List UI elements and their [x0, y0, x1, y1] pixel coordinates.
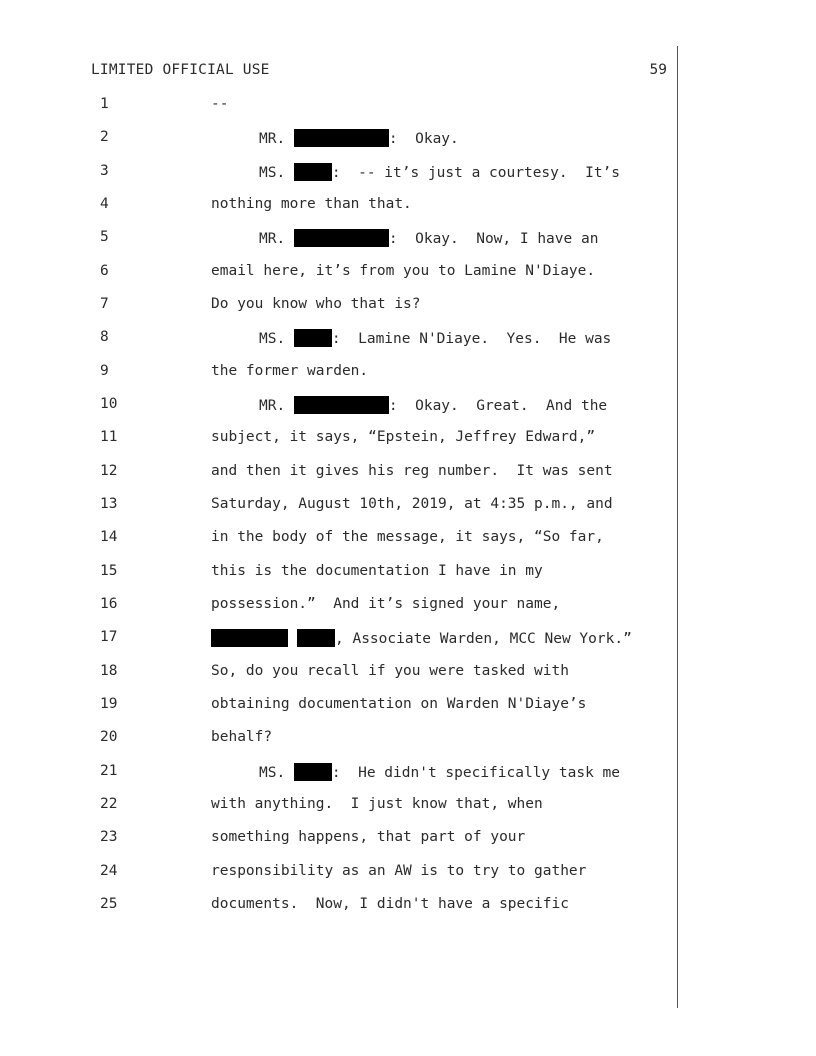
line-text: the former warden. [211, 363, 369, 379]
speaker-prefix: MR. [259, 398, 294, 414]
line-number: 4 [100, 196, 109, 212]
line-number: 15 [100, 563, 118, 579]
line-number: 25 [100, 896, 118, 912]
redaction-box [297, 629, 335, 647]
line-number: 17 [100, 629, 118, 645]
speaker-prefix: MR. [259, 231, 294, 247]
line-text [259, 763, 620, 781]
line-number: 14 [100, 529, 118, 545]
transcript-line [0, 663, 700, 683]
transcript-line [0, 263, 700, 283]
line-remainder: : Okay. [388, 131, 459, 147]
line-text: So, do you recall if you were tasked with [211, 663, 569, 679]
line-remainder: , Associate Warden, MCC New York.” [335, 631, 632, 647]
line-number: 9 [100, 363, 109, 379]
transcript-line [0, 129, 700, 149]
line-remainder: : Lamine N'Diaye. Yes. He was [331, 331, 612, 347]
speaker-prefix: MS. [259, 765, 294, 781]
line-text: email here, it’s from you to Lamine N'Diaye. [211, 263, 596, 279]
line-number: 20 [100, 729, 118, 745]
transcript-line [0, 363, 700, 383]
line-number: 7 [100, 296, 109, 312]
line-number: 1 [100, 96, 109, 112]
line-number: 19 [100, 696, 118, 712]
transcript-line [0, 429, 700, 449]
transcript-line [0, 563, 700, 583]
transcript-line [0, 96, 700, 116]
redaction-box [294, 163, 332, 181]
transcript-line [0, 763, 700, 783]
line-remainder: : -- it’s just a courtesy. It’s [331, 165, 621, 181]
transcript-line [0, 396, 700, 416]
line-text: this is the documentation I have in my [211, 563, 543, 579]
line-number: 22 [100, 796, 118, 812]
redaction-box [294, 329, 332, 347]
redaction-box [294, 763, 332, 781]
redaction-box [294, 229, 389, 247]
line-text [211, 629, 632, 647]
redaction-box [211, 629, 288, 647]
page-number: 59 [649, 62, 667, 78]
line-text: Do you know who that is? [211, 296, 421, 312]
line-number: 13 [100, 496, 118, 512]
line-number: 21 [100, 763, 118, 779]
transcript-line [0, 596, 700, 616]
transcript-line [0, 496, 700, 516]
line-number: 16 [100, 596, 118, 612]
redaction-box [294, 129, 389, 147]
line-text [259, 163, 620, 181]
transcript-line [0, 463, 700, 483]
line-remainder: : Okay. Now, I have an [388, 231, 599, 247]
speaker-prefix: MS. [259, 331, 294, 347]
transcript-line [0, 329, 700, 349]
transcript-line [0, 229, 700, 249]
transcript-line [0, 796, 700, 816]
line-text: nothing more than that. [211, 196, 412, 212]
speaker-prefix: MR. [259, 131, 294, 147]
transcript-line [0, 529, 700, 549]
speaker-prefix: MS. [259, 165, 294, 181]
line-text: subject, it says, “Epstein, Jeffrey Edward,” [211, 429, 596, 445]
line-text [259, 229, 598, 247]
line-text [259, 396, 607, 414]
line-text [259, 129, 459, 147]
line-text [259, 329, 611, 347]
line-number: 24 [100, 863, 118, 879]
transcript-line [0, 863, 700, 883]
line-text: something happens, that part of your [211, 829, 526, 845]
line-text: responsibility as an AW is to try to gather [211, 863, 587, 879]
line-number: 5 [100, 229, 109, 245]
line-text: and then it gives his reg number. It was sent [211, 463, 613, 479]
line-text: in the body of the message, it says, “So far, [211, 529, 604, 545]
line-number: 12 [100, 463, 118, 479]
line-number: 3 [100, 163, 109, 179]
transcript-line [0, 896, 700, 916]
transcript-line [0, 196, 700, 216]
line-number: 6 [100, 263, 109, 279]
transcript-line [0, 629, 700, 649]
line-text: possession.” And it’s signed your name, [211, 596, 561, 612]
redaction-box [294, 396, 389, 414]
line-remainder: : He didn't specifically task me [331, 765, 621, 781]
transcript-line [0, 163, 700, 183]
line-text: Saturday, August 10th, 2019, at 4:35 p.m., and [211, 496, 613, 512]
line-text: documents. Now, I didn't have a specific [211, 896, 569, 912]
transcript-line [0, 829, 700, 849]
line-remainder: : Okay. Great. And the [388, 398, 608, 414]
line-text: with anything. I just know that, when [211, 796, 543, 812]
line-number: 8 [100, 329, 109, 345]
line-number: 23 [100, 829, 118, 845]
line-text: obtaining documentation on Warden N'Diaye’s [211, 696, 587, 712]
line-number: 18 [100, 663, 118, 679]
classification-header: LIMITED OFFICIAL USE [91, 62, 270, 78]
transcript-line [0, 729, 700, 749]
transcript-line [0, 296, 700, 316]
line-number: 11 [100, 429, 118, 445]
line-number: 10 [100, 396, 118, 412]
transcript-line [0, 696, 700, 716]
line-text: -- [211, 96, 229, 112]
line-text: behalf? [211, 729, 273, 745]
line-number: 2 [100, 129, 109, 145]
